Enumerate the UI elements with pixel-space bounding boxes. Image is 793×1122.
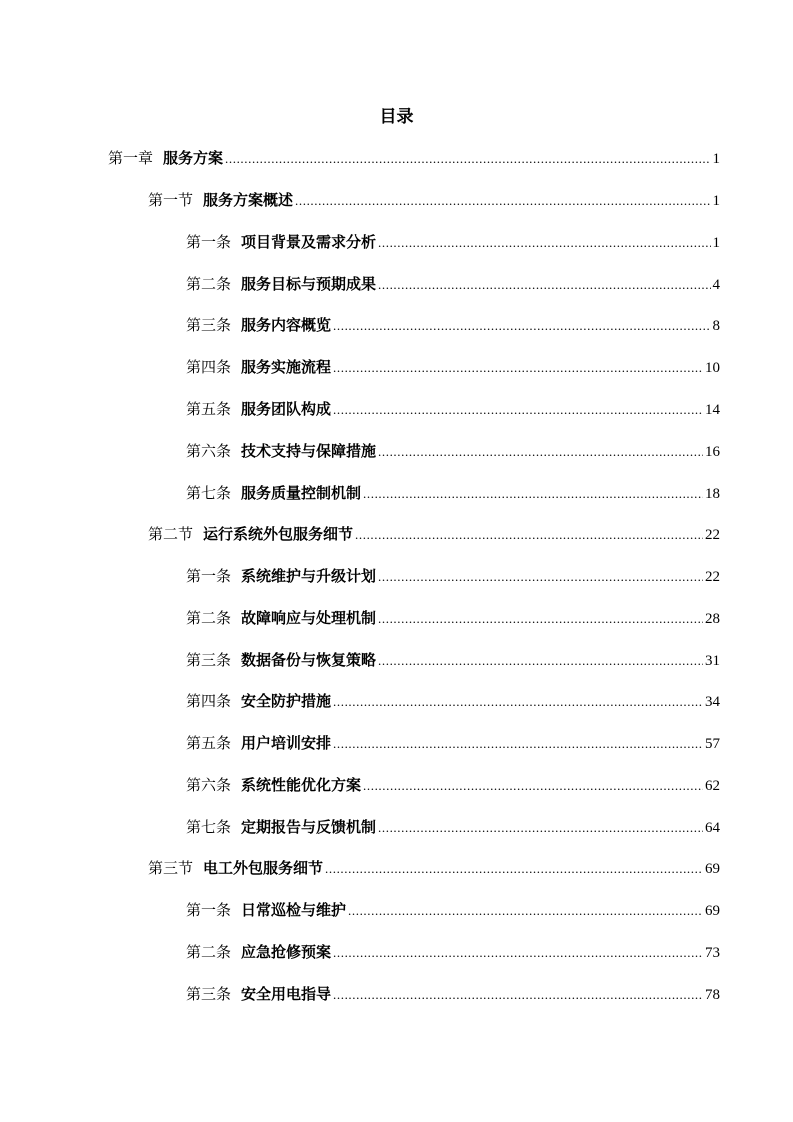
toc-dot-leader xyxy=(378,648,703,674)
toc-dot-leader xyxy=(355,522,703,548)
toc-entry-page: 57 xyxy=(705,736,720,752)
toc-entry-page: 73 xyxy=(705,945,720,961)
toc-entry-page: 1 xyxy=(712,193,720,209)
toc-entry-section-3[interactable] xyxy=(148,855,720,881)
toc-entry-label: 技术支持与保障措施 xyxy=(241,442,377,460)
toc-entry-prefix: 第三条 xyxy=(186,985,232,1003)
toc-dot-leader xyxy=(378,230,710,256)
toc-entry-page: 8 xyxy=(712,318,720,334)
toc-entry-prefix: 第五条 xyxy=(186,400,232,418)
toc-dot-leader xyxy=(333,940,703,966)
toc-entry-label: 服务团队构成 xyxy=(241,400,332,418)
toc-dot-leader xyxy=(333,313,710,339)
toc-entry-article[interactable] xyxy=(186,981,720,1007)
toc-entry-page: 78 xyxy=(705,987,720,1003)
toc-entry-prefix: 第四条 xyxy=(186,358,232,376)
toc-entry-article[interactable] xyxy=(186,396,720,422)
toc-entry-prefix: 第二条 xyxy=(186,275,232,293)
toc-entry-page: 64 xyxy=(705,820,720,836)
toc-dot-leader xyxy=(378,815,703,841)
toc-entry-label: 服务内容概览 xyxy=(241,316,332,334)
toc-entry-label: 日常巡检与维护 xyxy=(241,901,347,919)
toc-entry-label: 服务实施流程 xyxy=(241,358,332,376)
toc-dot-leader xyxy=(363,481,703,507)
toc-entry-article[interactable] xyxy=(186,814,720,840)
toc-entry-page: 22 xyxy=(705,569,720,585)
toc-entry-prefix: 第二节 xyxy=(148,525,194,543)
toc-dot-leader xyxy=(378,272,710,298)
toc-entry-label: 服务目标与预期成果 xyxy=(241,275,377,293)
toc-dot-leader xyxy=(378,606,703,632)
toc-entry-prefix: 第三条 xyxy=(186,651,232,669)
toc-entry-page: 1 xyxy=(712,235,720,251)
toc-entry-article[interactable] xyxy=(186,939,720,965)
toc-entry-label: 服务质量控制机制 xyxy=(241,484,362,502)
toc-entry-article[interactable] xyxy=(186,647,720,673)
toc-entry-page: 31 xyxy=(705,653,720,669)
toc-title: 目录 xyxy=(379,107,414,127)
toc-dot-leader xyxy=(363,773,703,799)
toc-entry-section-1[interactable] xyxy=(148,187,720,213)
toc-entry-label: 安全用电指导 xyxy=(241,985,332,1003)
toc-entry-label: 项目背景及需求分析 xyxy=(241,233,377,251)
toc-entry-page: 34 xyxy=(705,694,720,710)
toc-entry-label: 运行系统外包服务细节 xyxy=(203,525,354,543)
toc-entry-prefix: 第三条 xyxy=(186,316,232,334)
toc-entry-prefix: 第一条 xyxy=(186,901,232,919)
toc-entry-prefix: 第二条 xyxy=(186,943,232,961)
toc-entry-prefix: 第二条 xyxy=(186,609,232,627)
toc-dot-leader xyxy=(378,564,703,590)
toc-entry-label: 故障响应与处理机制 xyxy=(241,609,377,627)
toc-entry-prefix: 第六条 xyxy=(186,776,232,794)
toc-entry-page: 69 xyxy=(705,861,720,877)
toc-entry-label: 定期报告与反馈机制 xyxy=(241,818,377,836)
toc-entry-prefix: 第七条 xyxy=(186,484,232,502)
toc-entry-article[interactable] xyxy=(186,730,720,756)
toc-entry-prefix: 第一节 xyxy=(148,191,194,209)
toc-dot-leader xyxy=(295,188,710,214)
toc-entry-page: 4 xyxy=(712,277,720,293)
toc-entry-prefix: 第三节 xyxy=(148,859,194,877)
toc-entry-page: 18 xyxy=(705,486,720,502)
toc-dot-leader xyxy=(333,355,703,381)
toc-entry-label: 系统性能优化方案 xyxy=(241,776,362,794)
toc-entry-page: 14 xyxy=(705,402,720,418)
toc-entry-article[interactable] xyxy=(186,605,720,631)
toc-entry-prefix: 第五条 xyxy=(186,734,232,752)
toc-dot-leader xyxy=(225,146,710,172)
toc-entry-article[interactable] xyxy=(186,229,720,255)
toc-entry-prefix: 第六条 xyxy=(186,442,232,460)
toc-dot-leader xyxy=(333,731,703,757)
toc-entry-article[interactable] xyxy=(186,480,720,506)
toc-entry-page: 69 xyxy=(705,903,720,919)
toc-entry-page: 16 xyxy=(705,444,720,460)
toc-entry-article[interactable] xyxy=(186,772,720,798)
toc-entry-prefix: 第四条 xyxy=(186,692,232,710)
toc-entry-article[interactable] xyxy=(186,688,720,714)
toc-dot-leader xyxy=(348,898,703,924)
toc-dot-leader xyxy=(333,982,703,1008)
toc-entry-label: 系统维护与升级计划 xyxy=(241,567,377,585)
toc-entry-label: 安全防护措施 xyxy=(241,692,332,710)
toc-entry-page: 1 xyxy=(712,151,720,167)
toc-dot-leader xyxy=(325,856,703,882)
toc-entry-label: 电工外包服务细节 xyxy=(203,859,324,877)
toc-entry-article[interactable] xyxy=(186,354,720,380)
toc-dot-leader xyxy=(378,439,703,465)
toc-entry-label: 数据备份与恢复策略 xyxy=(241,651,377,669)
toc-entry-article[interactable] xyxy=(186,271,720,297)
toc-entry-article[interactable] xyxy=(186,897,720,923)
toc-entry-label: 应急抢修预案 xyxy=(241,943,332,961)
toc-entry-article[interactable] xyxy=(186,438,720,464)
toc-entry-page: 62 xyxy=(705,778,720,794)
toc-entry-article[interactable] xyxy=(186,312,720,338)
toc-dot-leader xyxy=(333,397,703,423)
toc-entry-article[interactable] xyxy=(186,563,720,589)
toc-entry-prefix: 第一章 xyxy=(108,149,154,167)
toc-entry-label: 用户培训安排 xyxy=(241,734,332,752)
toc-entry-chapter-1[interactable] xyxy=(108,145,720,171)
toc-entry-prefix: 第一条 xyxy=(186,233,232,251)
toc-entry-page: 22 xyxy=(705,527,720,543)
toc-dot-leader xyxy=(333,689,703,715)
toc-entry-page: 10 xyxy=(705,360,720,376)
toc-entry-label: 服务方案 xyxy=(163,149,224,167)
toc-entry-label: 服务方案概述 xyxy=(203,191,294,209)
toc-entry-prefix: 第一条 xyxy=(186,567,232,585)
toc-entry-prefix: 第七条 xyxy=(186,818,232,836)
toc-entry-section-2[interactable] xyxy=(148,521,720,547)
toc-entry-page: 28 xyxy=(705,611,720,627)
